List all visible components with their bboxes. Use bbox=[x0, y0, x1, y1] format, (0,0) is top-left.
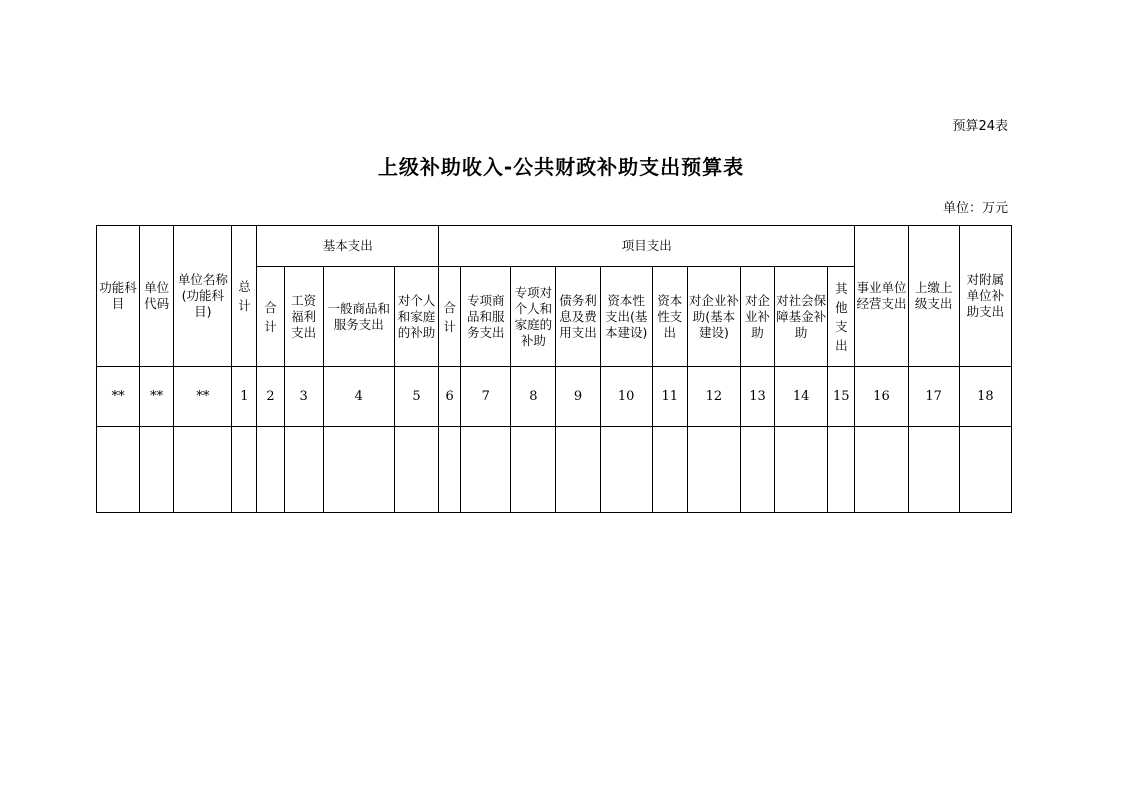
table-cell bbox=[257, 427, 284, 513]
table-cell bbox=[97, 427, 140, 513]
header-special-personal: 专项对个人和家庭的补助 bbox=[511, 267, 556, 367]
header-goods-services: 一般商品和服务支出 bbox=[323, 267, 394, 367]
header-other bbox=[828, 267, 855, 367]
col-number: 4 bbox=[323, 367, 394, 427]
header-capital-infra: 资本性支出(基本建设) bbox=[600, 267, 652, 367]
header-basic-sum-text: 合计 bbox=[264, 299, 277, 334]
col-number: 16 bbox=[855, 367, 908, 427]
header-social-security: 对社会保障基金补助 bbox=[775, 267, 828, 367]
header-institution-expense: 事业单位经营支出 bbox=[855, 226, 908, 367]
header-proj-sum-text: 合计 bbox=[443, 299, 456, 334]
table-cell bbox=[828, 427, 855, 513]
table-cell bbox=[394, 427, 438, 513]
col-number: 11 bbox=[652, 367, 687, 427]
col-number: 18 bbox=[959, 367, 1011, 427]
header-unit-code: 单位代码 bbox=[140, 226, 174, 367]
header-other-text: 其他支出 bbox=[835, 280, 848, 353]
header-basic-expense: 基本支出 bbox=[257, 226, 439, 267]
header-unit-name: 单位名称(功能科目) bbox=[174, 226, 232, 367]
col-number: 2 bbox=[257, 367, 284, 427]
col-number: 13 bbox=[740, 367, 774, 427]
table-cell bbox=[439, 427, 461, 513]
table-cell bbox=[511, 427, 556, 513]
table-cell bbox=[140, 427, 174, 513]
table-cell bbox=[775, 427, 828, 513]
table-cell bbox=[740, 427, 774, 513]
form-number: 预算24表 bbox=[952, 119, 1008, 134]
table-cell bbox=[323, 427, 394, 513]
col-number: 7 bbox=[461, 367, 511, 427]
table-cell bbox=[687, 427, 740, 513]
table-cell bbox=[461, 427, 511, 513]
header-capital: 资本性支出 bbox=[652, 267, 687, 367]
table-cell bbox=[908, 427, 959, 513]
header-project-expense: 项目支出 bbox=[439, 226, 855, 267]
col-number: 1 bbox=[232, 367, 257, 427]
col-number: 17 bbox=[908, 367, 959, 427]
header-total-text: 总计 bbox=[238, 279, 251, 313]
col-number: 8 bbox=[511, 367, 556, 427]
header-personal-subsidy: 对个人和家庭的补助 bbox=[394, 267, 438, 367]
table-cell bbox=[652, 427, 687, 513]
header-upper-payment: 上缴上级支出 bbox=[908, 226, 959, 367]
table-cell bbox=[556, 427, 600, 513]
table-cell bbox=[600, 427, 652, 513]
header-func-subject: 功能科目 bbox=[97, 226, 140, 367]
header-enterprise-infra: 对企业补助(基本建设) bbox=[687, 267, 740, 367]
header-total bbox=[232, 226, 257, 367]
header-special-goods: 专项商品和服务支出 bbox=[461, 267, 511, 367]
table-cell bbox=[284, 427, 323, 513]
col-number: ** bbox=[174, 367, 232, 427]
table-cell bbox=[855, 427, 908, 513]
col-number: ** bbox=[140, 367, 174, 427]
header-proj-sum bbox=[439, 267, 461, 367]
unit-label: 单位：万元 bbox=[942, 201, 1008, 216]
column-number-row bbox=[97, 367, 1012, 427]
header-enterprise: 对企业补助 bbox=[740, 267, 774, 367]
col-number: 9 bbox=[556, 367, 600, 427]
table-cell bbox=[174, 427, 232, 513]
budget-table bbox=[96, 225, 1012, 513]
col-number: 12 bbox=[687, 367, 740, 427]
table-cell bbox=[232, 427, 257, 513]
header-basic-sum bbox=[257, 267, 284, 367]
header-affiliate-subsidy: 对附属单位补助支出 bbox=[959, 226, 1011, 367]
col-number: 14 bbox=[775, 367, 828, 427]
header-debt-interest: 债务利息及费用支出 bbox=[556, 267, 600, 367]
page-title: 上级补助收入-公共财政补助支出预算表 bbox=[377, 155, 745, 179]
table-row bbox=[97, 427, 1012, 513]
col-number: 10 bbox=[600, 367, 652, 427]
col-number: 15 bbox=[828, 367, 855, 427]
header-salary-welfare: 工资福利支出 bbox=[284, 267, 323, 367]
col-number: ** bbox=[97, 367, 140, 427]
header-row-1 bbox=[97, 226, 1012, 267]
col-number: 6 bbox=[439, 367, 461, 427]
table-cell bbox=[959, 427, 1011, 513]
col-number: 3 bbox=[284, 367, 323, 427]
col-number: 5 bbox=[394, 367, 438, 427]
